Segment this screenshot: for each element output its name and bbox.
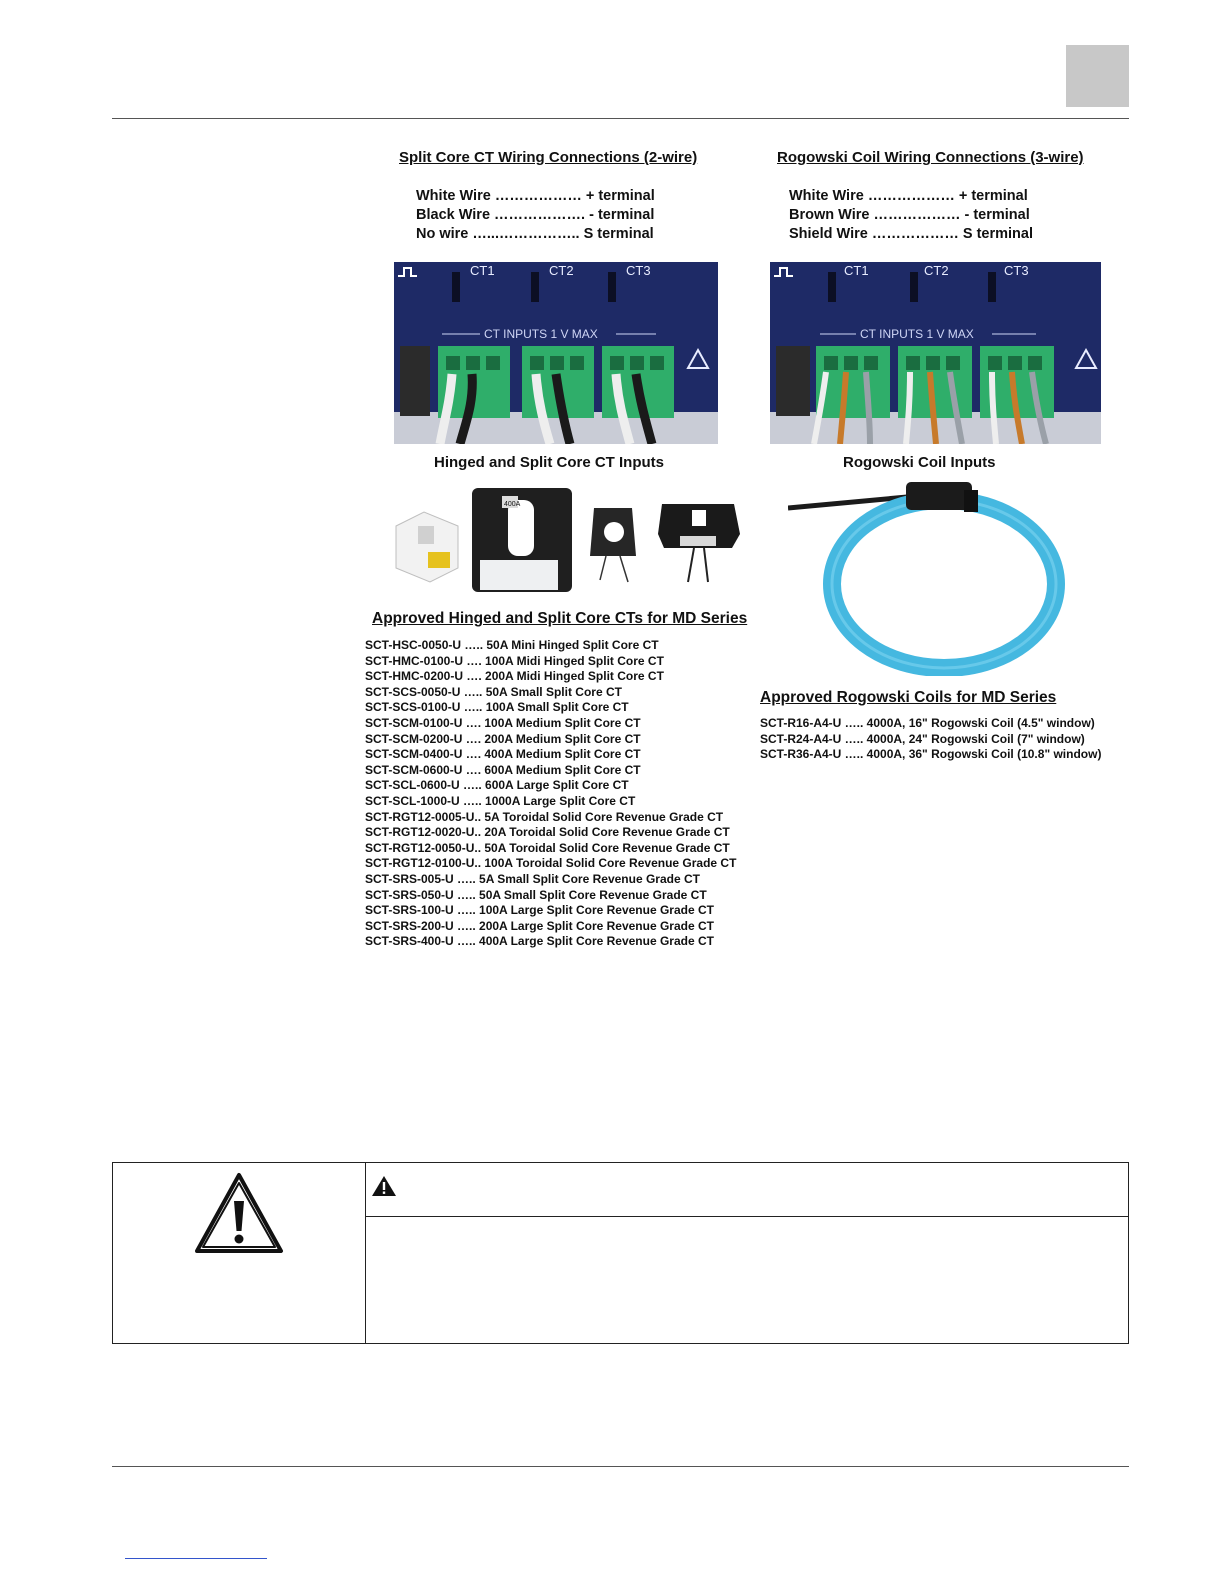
ct-products-photo [388,486,744,596]
warning-triangle-icon [193,1171,285,1255]
ct-product-label: 400A [504,501,521,508]
ct1-label: CT1 [470,263,495,278]
warning-small-icon [371,1175,397,1197]
approved-split-core-list [365,638,736,950]
list-item: SCT-RGT12-0020-U.. 20A Toroidal Solid Core Revenue Grade CT [365,825,730,840]
rogowski-terminal-photo [770,262,1101,444]
list-item: SCT-HSC-0050-U ….. 50A Mini Hinged Split Core CT [365,638,659,652]
list-item: SCT-SRS-050-U ….. 50A Small Split Core Revenue Grade CT [365,887,707,902]
list-item: SCT-SCM-0600-U …. 600A Medium Split Core CT [365,762,641,777]
list-item: SCT-SRS-100-U ….. 100A Large Split Core Revenue Grade CT [365,903,714,918]
wiring-row: White Wire ……………… + terminal [789,188,1028,204]
split-core-wiring-list [416,187,655,244]
list-item: SCT-SCS-0050-U ….. 50A Small Split Core CT [365,684,622,699]
ct2-label: CT2 [549,263,574,278]
header-rule [112,118,1129,119]
ct3-label: CT3 [1004,263,1029,278]
rogowski-coil-photo [788,476,1080,676]
rogowski-caption: Rogowski Coil Inputs [843,454,996,471]
ct3-label: CT3 [626,263,651,278]
list-item: SCT-SCM-0400-U …. 400A Medium Split Core CT [365,747,641,762]
split-core-caption: Hinged and Split Core CT Inputs [434,454,664,471]
warning-box [112,1162,1129,1344]
approved-rogowski-header: Approved Rogowski Coils for MD Series [760,689,1057,706]
list-item: SCT-RGT12-0050-U.. 50A Toroidal Solid Core Revenue Grade CT [365,840,730,855]
wiring-row: Shield Wire ……………… S terminal [789,226,1033,242]
ct-inputs-label: CT INPUTS 1 V MAX [860,327,974,341]
list-item: SCT-SCL-0600-U ….. 600A Large Split Core CT [365,778,629,793]
split-core-terminal-illustration [394,262,718,444]
wiring-row: White Wire ……………… + terminal [416,188,655,204]
warning-divider [365,1163,366,1343]
list-item: SCT-SRS-400-U ….. 400A Large Split Core Revenue Grade CT [365,934,714,949]
list-item: SCT-RGT12-0100-U.. 100A Toroidal Solid Core Revenue Grade CT [365,856,737,871]
list-item: SCT-SRS-005-U ….. 5A Small Split Core Revenue Grade CT [365,871,700,886]
list-item: SCT-HMC-0200-U …. 200A Midi Hinged Split Core CT [365,669,664,684]
ct-inputs-label: CT INPUTS 1 V MAX [484,327,598,341]
list-item: SCT-SCS-0100-U ….. 100A Small Split Core CT [365,700,629,715]
list-item: SCT-RGT12-0005-U.. 5A Toroidal Solid Core Revenue Grade CT [365,809,724,824]
rogowski-terminal-illustration [770,262,1101,444]
wiring-row: Black Wire ………………. - terminal [416,207,655,223]
approved-rogowski-list [760,716,1101,763]
page-corner-tab [1066,45,1129,107]
list-item: SCT-R36-A4-U ….. 4000A, 36" Rogowski Coil (10.8" window) [760,747,1102,762]
approved-split-core-header: Approved Hinged and Split Core CTs for MD Series [372,610,748,627]
rogowski-wiring-list [789,187,1033,244]
list-item: SCT-SCM-0100-U …. 100A Medium Split Core CT [365,715,641,730]
rogowski-wiring-header: Rogowski Coil Wiring Connections (3-wire) [777,149,1084,166]
footer-link-underline [125,1558,267,1559]
list-item: SCT-R24-A4-U ….. 4000A, 24" Rogowski Coil (7" window) [760,731,1085,746]
ct1-label: CT1 [844,263,869,278]
split-core-terminal-photo [394,262,718,444]
list-item: SCT-HMC-0100-U …. 100A Midi Hinged Split Core CT [365,653,664,668]
list-item: SCT-SCM-0200-U …. 200A Medium Split Core CT [365,731,641,746]
warning-header-rule [366,1216,1128,1217]
list-item: SCT-SCL-1000-U ….. 1000A Large Split Core CT [365,793,636,808]
split-core-wiring-header: Split Core CT Wiring Connections (2-wire) [399,149,698,166]
list-item: SCT-SRS-200-U ….. 200A Large Split Core Revenue Grade CT [365,918,714,933]
wiring-row: Brown Wire ……………… - terminal [789,207,1030,223]
wiring-row: No wire …...…………….. S terminal [416,226,654,242]
ct-products-illustration [388,486,744,596]
footer-rule [112,1466,1129,1467]
ct2-label: CT2 [924,263,949,278]
list-item: SCT-R16-A4-U ….. 4000A, 16" Rogowski Coil (4.5" window) [760,716,1095,730]
rogowski-coil-illustration [788,476,1080,676]
